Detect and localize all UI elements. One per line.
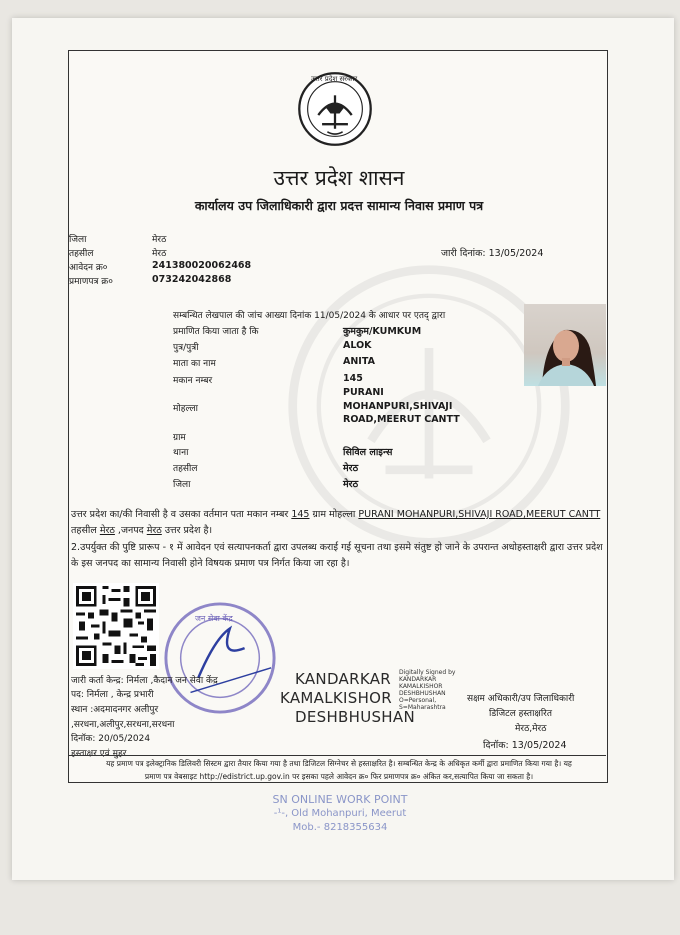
district-value: मेरठ	[152, 235, 167, 245]
application-number: 241380020062468	[152, 260, 252, 271]
issuer-place-line-1: स्थान :अदमादनगर अलीपुर	[71, 705, 159, 715]
tehsil-detail-value: मेरठ	[343, 463, 359, 474]
intro-line-2: प्रमाणित किया जाता है कि	[173, 327, 259, 337]
signer-name-line-2: KAMALKISHOR	[280, 689, 392, 707]
authority-place: मेरठ,मेरठ	[515, 724, 547, 734]
para1-text-1: उत्तर प्रदेश का/की निवासी है व उसका वर्तमान पता मकान नम्बर	[71, 509, 292, 520]
applicant-name: कुमकुम/KUMKUM	[343, 326, 422, 337]
house-value: 145	[343, 373, 363, 384]
confirmation-paragraph: 2.उपर्युक्त की पुष्टि प्रारूप - १ में आवेदन एवं सत्यापनकर्ता द्वारा उपलब्ध कराई गई सूचना तथा इसमे संतुष्ट हो जाने के उपरान्त अधोहस्ताक्षरी द्वारा उत्तर प्रदेश के इस जनपद का सामान्य निवासी होने विषयक प्रमाण पत्र निर्गत किया जा रहा है।	[71, 542, 603, 569]
para1-locality: PURANI MOHANPURI,SHIVAJI ROAD,MEERUT CANTT	[358, 509, 601, 520]
district-label: जिला	[69, 235, 87, 245]
para1-text-5: उत्तर प्रदेश है।	[161, 525, 213, 536]
shop-stamp-address: -¹-, Old Mohanpuri, Meerut	[273, 808, 407, 819]
district-detail-label: जिला	[173, 480, 191, 490]
mother-value: ANITA	[343, 356, 375, 367]
para1-text-2: ग्राम मोहल्ला	[309, 509, 359, 520]
intro-line-1: सम्बन्धित लेखपाल की जांच आख्या दिनांक 11/05/2024 के आधार पर एतद् द्वारा	[173, 311, 446, 321]
relation-value: ALOK	[343, 340, 372, 351]
shop-stamp-mobile: Mob.- 8218355634	[292, 822, 388, 833]
certificate-number: 073242042868	[152, 274, 232, 285]
certificate-label: प्रमाणपत्र क्र०	[69, 277, 113, 287]
qr-code-icon	[73, 583, 159, 669]
thana-label: थाना	[173, 448, 189, 458]
signer-name-line-3: DESHBHUSHAN	[295, 708, 415, 726]
shop-stamp-name: SN ONLINE WORK POINT	[272, 793, 408, 806]
certificate-subtitle: कार्यालय उप जिलाधिकारी द्वारा प्रदत्त सामान्य निवास प्रमाण पत्र	[194, 198, 484, 213]
tehsil-value: मेरठ	[152, 249, 167, 259]
footer-divider	[69, 755, 606, 756]
locality-line-3: ROAD,MEERUT CANTT	[343, 414, 460, 425]
mother-label: माता का नाम	[173, 359, 216, 369]
application-label: आवेदन क्र०	[69, 263, 108, 273]
certificate-frame	[68, 50, 608, 783]
tehsil-label: तहसील	[69, 249, 94, 259]
para1-house: 145	[291, 509, 310, 520]
para1-text-4: ,जनपद	[114, 525, 147, 536]
locality-line-1: PURANI	[343, 387, 384, 398]
para1-text-3: तहसील	[71, 525, 100, 536]
authority-title: सक्षम अधिकारी/उप जिलाधिकारी	[467, 694, 575, 704]
tehsil-detail-label: तहसील	[173, 464, 198, 474]
house-label: मकान नम्बर	[173, 376, 213, 386]
issuer-place-line-2: ,सरधना,अलीपुर,सरधना,सरधना	[71, 720, 175, 730]
footer-line-1: यह प्रमाण पत्र इलेक्ट्रानिक डिलिवरी सिस्टम द्वारा तैयार किया गया है तथा डिजिटल सिग्नेचर से हस्ताक्षरित है। सम्बन्धित केन्द्र के अधिकृत कर्मी द्वारा प्रमाणित किया गया है। यह	[106, 759, 572, 768]
authority-signature: डिजिटल हस्ताक्षरित	[489, 709, 552, 719]
applicant-photo	[524, 304, 606, 386]
district-detail-value: मेरठ	[343, 479, 359, 490]
locality-line-2: MOHANPURI,SHIVAJI	[343, 401, 453, 412]
emblem-text: उत्तर प्रदेश सरकार	[311, 75, 358, 83]
para1-tehsil: मेरठ	[99, 525, 115, 536]
signer-name-line-1: KANDARKAR	[295, 670, 391, 688]
residence-paragraph	[71, 507, 605, 539]
issuer-center: जारी कर्ता केन्द्र: निर्मला ,कैदान जन सेवा केंद्र	[71, 676, 218, 686]
footer-line-2: प्रमाण पत्र वेबसाइट http://edistrict.up.gov.in पर इसका पहले आवेदन क्र० फिर प्रमाणपत्र क्र० अंकित कर,सत्यापित किया जा सकता है।	[144, 772, 534, 781]
locality-label: मोहल्ला	[173, 404, 198, 414]
relation-label: पुत्र/पुत्री	[173, 343, 199, 353]
issuer-date: दिनॉक: 20/05/2024	[71, 734, 151, 744]
authority-date: दिनॉक: 13/05/2024	[483, 740, 567, 751]
issue-date: जारी दिनांक: 13/05/2024	[441, 248, 544, 259]
page-title: उत्तर प्रदेश शासन	[273, 166, 405, 190]
para1-district: मेरठ	[146, 525, 162, 536]
issuer-signature-label: हस्ताक्षर एवं मुहर	[71, 749, 127, 759]
seal-text: जन सेवा केंद्र	[195, 614, 233, 623]
issuer-post: पद: निर्मला , केन्द्र प्रभारी	[71, 690, 154, 700]
thana-value: सिविल लाइन्स	[343, 447, 393, 458]
village-label: ग्राम	[173, 433, 186, 443]
digital-signature-note: Digitally Signed by KANDARKAR KAMALKISHOR DESHBHUSHAN O=Personal, S=Maharashtra	[399, 669, 456, 711]
